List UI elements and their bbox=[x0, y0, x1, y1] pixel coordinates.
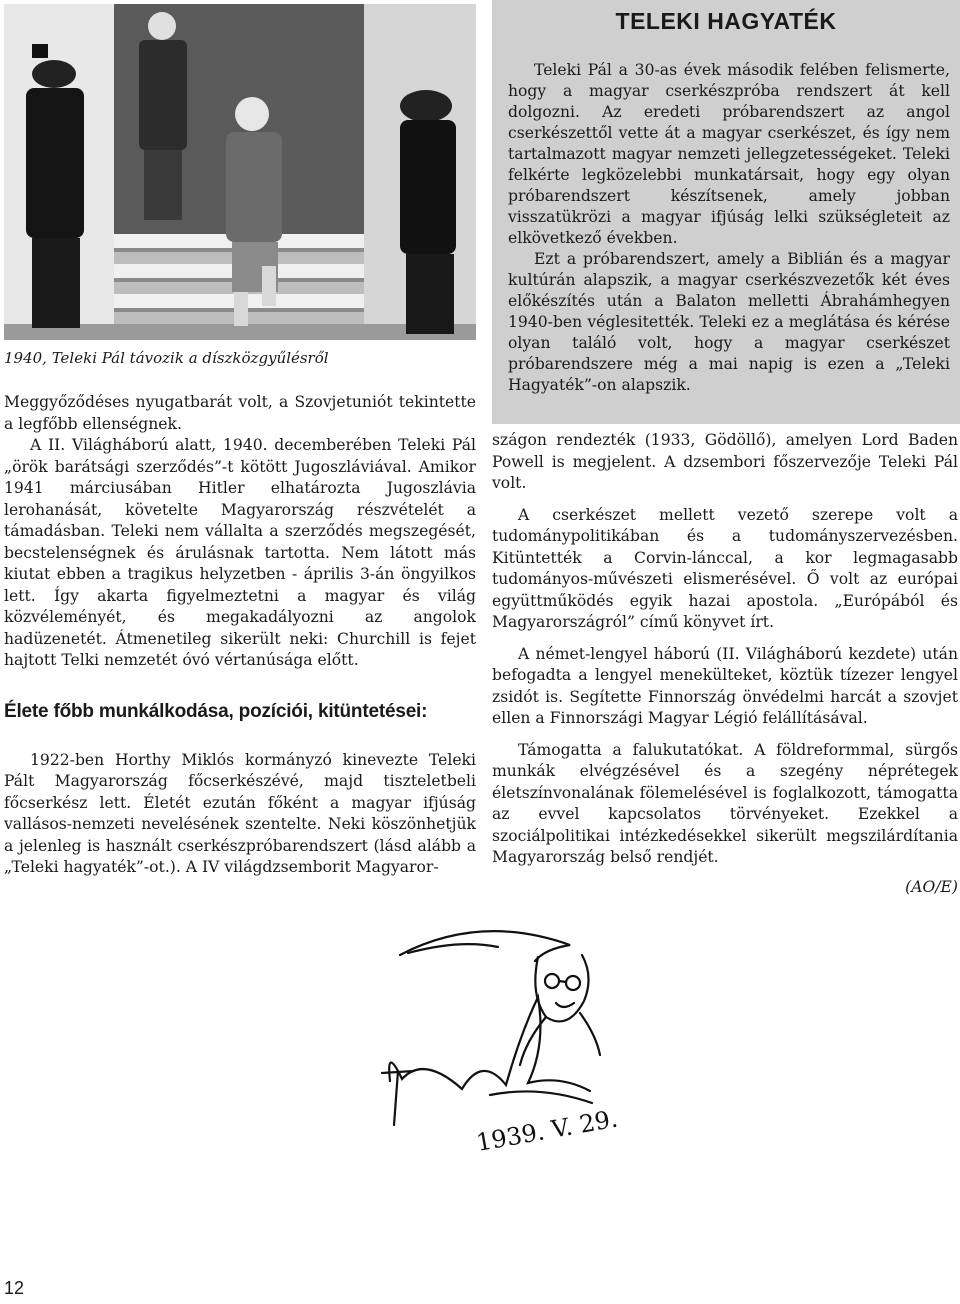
photo-teleki-departing bbox=[4, 4, 476, 340]
sidebar-title: TELEKI HAGYATÉK bbox=[615, 8, 837, 34]
sidebar-body bbox=[508, 60, 950, 396]
sidebar-paragraph: Ezt a próbarendszert, amely a Biblián és a magyar kultúrán alapszik, a magyar cserkészvezetők két éves előkészítés után a Balaton melletti Ábrahámhegyen 1940-ben véglesitették. Teleki ez a meglátása és kérése olyan találó volt, hogy a magyar cserkészet próbarendszere még a mai napig is ezen a „Teleki Hagyaték”-on alapszik. bbox=[508, 250, 950, 394]
paragraph: Támogatta a falukutatókat. A földreformmal, sürgős munkák elvégzésével és a szegény néprétegek életszínvonalának fölemelésével is foglalkozott, támogatta az evvel kapcsolatos törvényeket. Ezekkel a szociálpolitikai intézkedésekkel sikerült megszilárdítania Magyarország belső rendjét. bbox=[492, 740, 958, 866]
page-number: 12 bbox=[4, 1278, 25, 1298]
left-column bbox=[4, 392, 476, 879]
paragraph: A német-lengyel háború (II. Világháború kezdete) után befogadta a lengyel menekülteket, köztük tízezer lengyel zsidót is. Segítette Finnország önvédelmi harcát a szovjet ellen a Finnországi Magyar Légió felállításával. bbox=[492, 644, 958, 727]
photo-image bbox=[4, 4, 476, 340]
photo-caption: 1940, Teleki Pál távozik a díszközgyűlésről bbox=[4, 349, 329, 367]
author-credit: (AO/E) bbox=[905, 877, 958, 896]
paragraph: szágon rendezték (1933, Gödöllő), amelyen Lord Baden Powell is megjelent. A dzsembori főszervezője Teleki Pál volt. bbox=[492, 431, 958, 492]
section-heading: Élete főbb munkálkodása, pozíciói, kitüntetései: bbox=[4, 700, 428, 722]
signature-drawing bbox=[370, 905, 670, 1165]
sidebar-paragraph: Teleki Pál a 30-as évek második felében felismerte, hogy a magyar cserkészpróba rendszert át kell dolgozni. Az eredeti próbarendszert az angol cserkészettől vette át a magyar cserkészet, és így nem tartalmazott magyar nemzeti jellegzetességeket. Teleki felkérte legközelebbi munkatársait, hogy egy olyan próbarendszert készítsenek, amely jobban visszatükrözi a magyar ifjúság lelki szükségleteit az elkövetkező években. bbox=[508, 61, 950, 247]
paragraph: A II. Világháború alatt, 1940. decemberében Teleki Pál „örök barátsági szerződés”-t kötött Jugoszláviával. Amikor 1941 márciusában Hitler elhatározta Jugoszlávia lerohanását, követelte Magyarország részvételét a támadásban. Teleki nem vállalta a szerződés megszegését, becstelenségnek és árulásnak tartotta. Nem látott más kiutat ebben a tragikus helyzetben - április 3-án öngyilkos lett. Így akarta figyelmeztetni a magyar és világ közvéleményét, és megakadályozni az angolok hadüzenetét. Átmenetileg sikerült neki: Churchill is fejet hajtott Telki nemzetét óvó vértanúsága előtt. bbox=[4, 436, 476, 669]
right-column bbox=[492, 430, 958, 898]
paragraph: A cserkészet mellett vezető szerepe volt a tudománypolitikában és a tudományszervezésben. Kitüntették a Corvin-lánccal, a kor legmagasabb tudományos-művészeti elismerésével. Ő volt az európai együttműködés egyik hazai apostola. „Európából és Magyarországról” című könyvet írt. bbox=[492, 505, 958, 631]
sidebar-box-teleki-hagyatek bbox=[492, 0, 960, 424]
signature-date: 1939. V. 29. bbox=[474, 1104, 620, 1157]
paragraph: Meggyőződéses nyugatbarát volt, a Szovjetuniót tekintette a legfőbb ellenségnek. bbox=[4, 393, 476, 433]
paragraph: 1922-ben Horthy Miklós kormányzó kinevezte Teleki Pált Magyarország főcserkészévé, majd tiszteletbeli főcserkész lett. Életét ezután főként a magyar ifjúság vallásos-nemzeti nevelésének szentelte. Neki köszönhetjük a jelenleg is használt cserkészpróbarendszert (lásd alább a „Teleki hagyaték”-ot.). A IV világdzsemborit Magyaror- bbox=[4, 750, 476, 876]
signature-sketch bbox=[370, 905, 670, 1165]
